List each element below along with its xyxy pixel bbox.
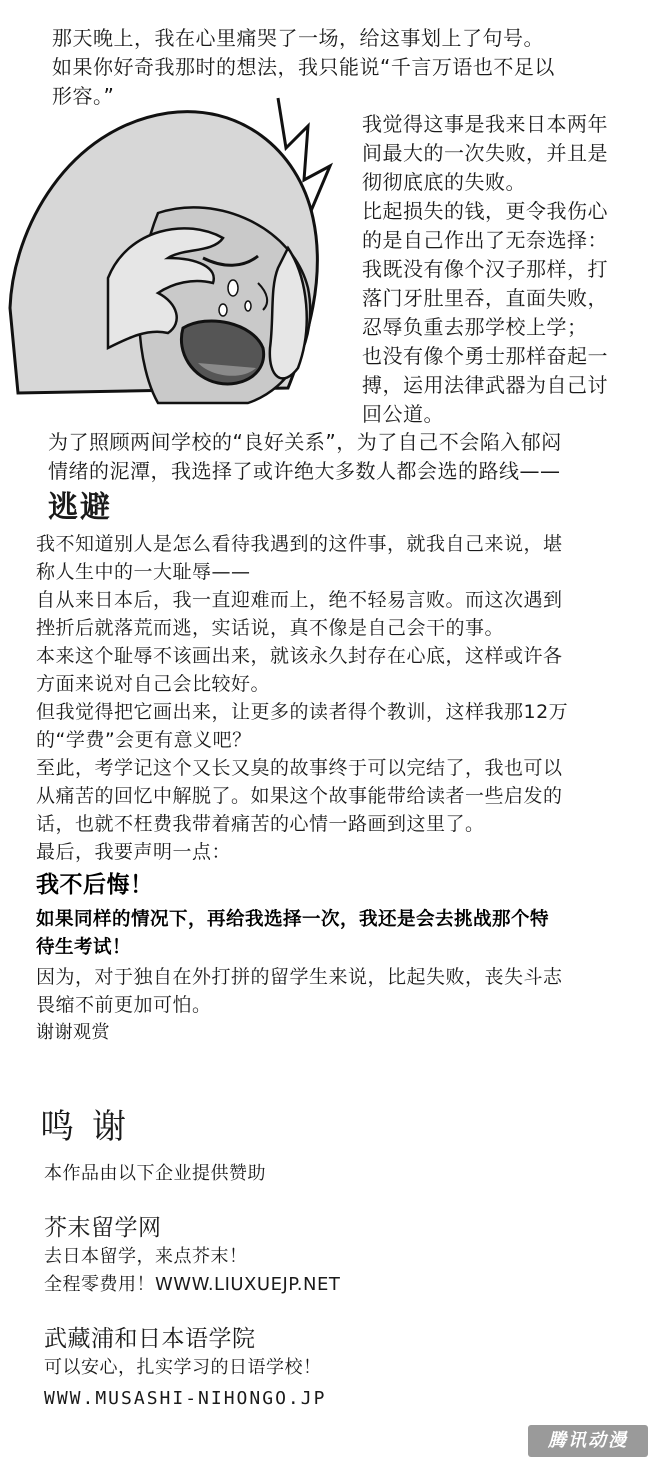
credits-subtitle: 本作品由以下企业提供赞助 <box>44 1163 266 1184</box>
choice-line-2: 情绪的泥潭，我选择了或许绝大多数人都会选的路线—— <box>48 459 561 483</box>
declaration-bold-line-1: 如果同样的情况下，再给我选择一次，我还是会去挑战那个特 <box>36 909 550 930</box>
crying-character-illustration <box>8 88 358 413</box>
body-line: 自从来日本后，我一直迎难而上，绝不轻易言败。而这次遇到 <box>36 589 563 611</box>
intro-line-3: 形容。” <box>52 84 115 108</box>
tencent-comics-watermark-logo: 腾讯动漫 <box>528 1425 648 1457</box>
choice-line-1: 为了照顾两间学校的“良好关系”，为了自己不会陷入郁闷 <box>48 430 562 454</box>
body-line: 至此，考学记这个又长又臭的故事终于可以完结了，我也可以 <box>36 757 563 779</box>
body-line: 本来这个耻辱不该画出来，就该永久封存在心底，这样或许各 <box>36 645 563 667</box>
side-line: 彻彻底底的失败。 <box>362 170 526 194</box>
side-line: 的是自己作出了无奈选择： <box>362 228 608 252</box>
body-line: 的“学费”会更有意义吧？ <box>36 729 252 751</box>
side-line: 忍辱负重去那学校上学； <box>362 315 588 339</box>
sponsor-1-url-line: 全程零费用！WWW.LIUXUEJP.NET <box>44 1274 341 1295</box>
sponsor-2-slogan: 可以安心，扎实学习的日语学校！ <box>44 1357 322 1378</box>
intro-line-2: 如果你好奇我那时的想法，我只能说“千言万语也不足以 <box>52 55 555 79</box>
no-regret-heading: 我不后悔！ <box>36 872 154 898</box>
body-line: 最后，我要声明一点： <box>36 841 232 863</box>
body-line: 但我觉得把它画出来，让更多的读者得个教训，这样我那12万 <box>36 701 569 723</box>
credits-title: 鸣谢 <box>40 1107 144 1147</box>
side-line: 回公道。 <box>362 402 444 426</box>
sponsor-1-name: 芥末留学网 <box>44 1215 162 1241</box>
body-line: 我不知道别人是怎么看待我遇到的这件事，就我自己来说，堪 <box>36 533 563 555</box>
body-line: 从痛苦的回忆中解脱了。如果这个故事能带给读者一些启发的 <box>36 785 563 807</box>
declaration-bold-line-2: 待生考试！ <box>36 937 132 958</box>
body-text-block <box>36 530 568 866</box>
body-line: 方面来说对自己会比较好。 <box>36 673 271 695</box>
side-line: 我既没有像个汉子那样，打 <box>362 257 608 281</box>
intro-line-1: 那天晚上，我在心里痛哭了一场，给这事划上了句号。 <box>52 26 544 50</box>
body-line: 称人生中的一大耻辱—— <box>36 561 251 583</box>
body-line: 话，也就不枉费我带着痛苦的心情一路画到这里了。 <box>36 813 485 835</box>
reason-line-2: 畏缩不前更加可怕。 <box>36 994 212 1016</box>
thanks-text: 谢谢观赏 <box>36 1022 110 1043</box>
sponsor-1-slogan: 去日本留学，来点芥末！ <box>44 1246 248 1267</box>
reason-line-1: 因为，对于独自在外打拼的留学生来说，比起失败，丧失斗志 <box>36 966 563 988</box>
body-line: 挫折后就落荒而逃，实话说，真不像是自己会干的事。 <box>36 617 505 639</box>
side-line: 间最大的一次失败，并且是 <box>362 141 608 165</box>
keyword-escape: 逃避 <box>48 490 112 525</box>
side-text-block <box>362 110 608 429</box>
side-line: 搏，运用法律武器为自己讨 <box>362 373 608 397</box>
side-line: 比起损失的钱，更令我伤心 <box>362 199 608 223</box>
sponsor-2-name: 武藏浦和日本语学院 <box>44 1326 256 1352</box>
side-line: 我觉得这事是我来日本两年 <box>362 112 608 136</box>
sponsor-2-url: WWW.MUSASHI-NIHONGO.JP <box>44 1388 327 1409</box>
side-line: 也没有像个勇士那样奋起一 <box>362 344 608 368</box>
side-line: 落门牙肚里吞，直面失败， <box>362 286 608 310</box>
